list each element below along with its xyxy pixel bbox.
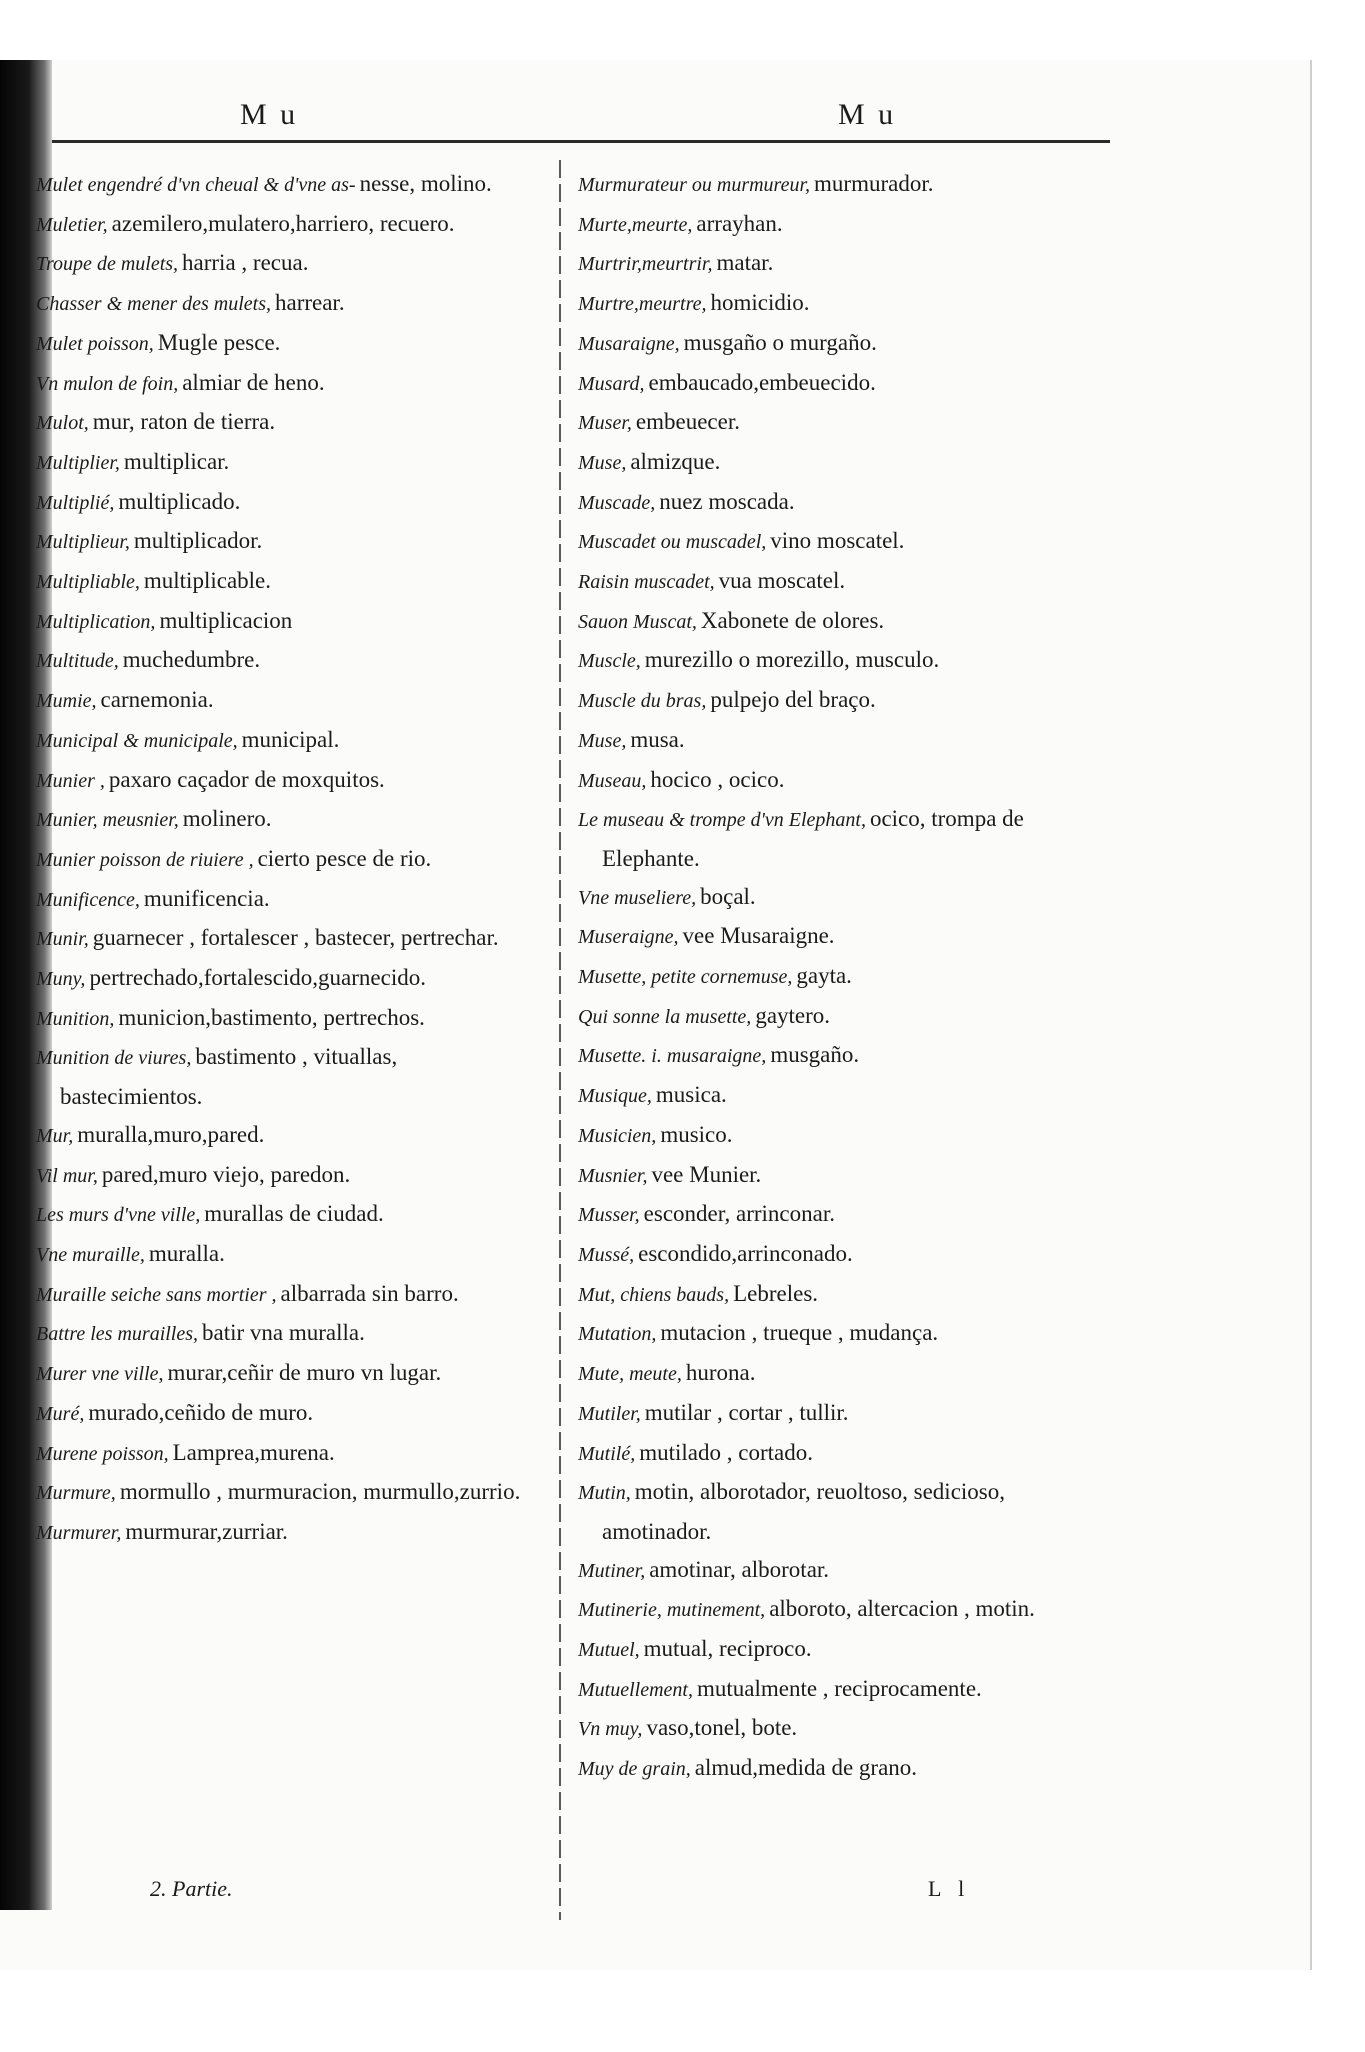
entry-translation: musgaño. <box>770 1042 860 1068</box>
entry-translation: hocico , ocico. <box>650 766 785 792</box>
dictionary-entry <box>36 641 530 681</box>
dictionary-entry <box>36 959 530 999</box>
entry-headword: Vil mur, <box>36 1164 98 1187</box>
dictionary-entry <box>36 443 530 483</box>
dictionary-entry <box>36 284 530 324</box>
entry-translation: multiplicable. <box>143 568 271 594</box>
right-column <box>578 165 1098 1789</box>
entry-translation: molinero. <box>182 806 272 832</box>
dictionary-entry <box>578 1473 1098 1550</box>
running-header-left: M u <box>240 98 299 131</box>
dictionary-entry <box>578 1670 1098 1710</box>
dictionary-entry <box>578 1195 1098 1235</box>
entry-headword: Mutilé, <box>578 1442 636 1465</box>
dictionary-entry <box>578 641 1098 681</box>
entry-translation: musica. <box>655 1082 727 1108</box>
entry-headword: Muré, <box>36 1402 85 1425</box>
dictionary-entry <box>578 364 1098 404</box>
entry-headword: Mut, chiens bauds, <box>578 1283 730 1306</box>
entry-headword: Mussé, <box>578 1243 635 1266</box>
dictionary-entry <box>578 1590 1098 1630</box>
entry-headword: Le museau & trompe d'vn Elephant, <box>578 809 866 832</box>
dictionary-entry <box>578 1156 1098 1196</box>
dictionary-entry <box>578 602 1098 642</box>
entry-translation: batir vna muralla. <box>202 1320 365 1346</box>
entry-headword: Munir, <box>36 928 89 951</box>
entry-headword: Musnier, <box>578 1164 648 1187</box>
footer-signature: 2. Partie. <box>150 1876 233 1901</box>
dictionary-entry <box>36 1195 530 1235</box>
entry-translation: gayta. <box>796 963 852 989</box>
dictionary-entry <box>36 562 530 602</box>
entry-translation: vee Musaraigne. <box>682 923 835 949</box>
column-divider <box>559 160 561 1920</box>
entry-translation: embaucado,embeuecido. <box>648 369 876 395</box>
entry-translation: bastimento , vituallas, bastecimientos. <box>60 1044 398 1110</box>
entry-translation: mur, raton de tierra. <box>92 409 276 435</box>
entry-translation: multiplicado. <box>118 488 241 514</box>
entry-translation: boçal. <box>700 883 756 909</box>
entry-headword: Munificence, <box>36 888 140 911</box>
entry-headword: Vne museliere, <box>578 886 697 909</box>
entry-translation: muralla. <box>148 1240 225 1266</box>
entry-translation: musico. <box>660 1121 733 1147</box>
dictionary-entry <box>36 364 530 404</box>
entry-translation: Mugle pesce. <box>157 329 281 355</box>
entry-translation: murar,ceñir de muro vn lugar. <box>167 1360 442 1386</box>
entry-translation: homicidio. <box>710 290 810 316</box>
entry-translation: paxaro caçador de moxquitos. <box>108 766 385 792</box>
entry-headword: Multipliable, <box>36 571 140 594</box>
dictionary-entry <box>36 1314 530 1354</box>
dictionary-entry <box>36 1156 530 1196</box>
entry-headword: Murtre,meurtre, <box>578 293 707 316</box>
entry-headword: Sauon Muscat, <box>578 610 697 633</box>
dictionary-entry <box>578 165 1098 205</box>
entry-translation: vino moscatel. <box>770 528 905 554</box>
entry-translation: musgaño o murgaño. <box>683 329 877 355</box>
dictionary-entry <box>36 1038 530 1115</box>
entry-headword: Mur, <box>36 1124 74 1147</box>
entry-headword: Mutuel, <box>578 1639 640 1662</box>
dictionary-entry <box>36 1116 530 1156</box>
entry-headword: Chasser & mener des mulets, <box>36 293 271 316</box>
entry-translation: vee Munier. <box>651 1161 762 1187</box>
entry-translation: gaytero. <box>755 1002 831 1028</box>
dictionary-entry <box>578 1275 1098 1315</box>
entry-headword: Municipal & municipale, <box>36 729 238 752</box>
entry-headword: Mutin, <box>578 1482 631 1505</box>
dictionary-entry <box>36 800 530 840</box>
dictionary-entry <box>578 1076 1098 1116</box>
dictionary-entry <box>36 681 530 721</box>
dictionary-entry <box>36 1235 530 1275</box>
entry-headword: Musard, <box>578 372 645 395</box>
entry-headword: Muscadet ou muscadel, <box>578 531 767 554</box>
entry-headword: Multiplier, <box>36 451 120 474</box>
dictionary-entry <box>578 244 1098 284</box>
dictionary-entry <box>578 1434 1098 1474</box>
dictionary-entry <box>578 1036 1098 1076</box>
entry-headword: Muny, <box>36 968 86 991</box>
entry-translation: Xabonete de olores. <box>700 607 885 633</box>
entry-headword: Musaraigne, <box>578 332 680 355</box>
entry-headword: Muletier, <box>36 213 108 236</box>
dictionary-entry <box>36 403 530 443</box>
dictionary-entry <box>36 602 530 642</box>
header-rule <box>52 140 1110 143</box>
entry-headword: Mumie, <box>36 690 97 713</box>
dictionary-entry <box>36 1354 530 1394</box>
entry-translation: mormullo , murmuracion, murmullo,zurrio. <box>119 1479 521 1505</box>
entry-translation: harrear. <box>274 290 345 316</box>
entry-translation: municipal. <box>241 726 340 752</box>
entry-headword: Mutiler, <box>578 1402 641 1425</box>
entry-headword: Battre les murailles, <box>36 1323 199 1346</box>
dictionary-entry <box>578 443 1098 483</box>
dictionary-entry <box>36 721 530 761</box>
dictionary-entry <box>578 483 1098 523</box>
entry-translation: murezillo o morezillo, musculo. <box>644 647 940 673</box>
entry-headword: Muse, <box>578 451 627 474</box>
dictionary-entry <box>578 1116 1098 1156</box>
dictionary-entry <box>36 1275 530 1315</box>
dictionary-entry <box>578 1749 1098 1789</box>
entry-headword: Muy de grain, <box>578 1758 691 1781</box>
dictionary-entry <box>578 1551 1098 1591</box>
dictionary-entry <box>578 681 1098 721</box>
entry-translation: arrayhan. <box>696 210 783 236</box>
dictionary-entry <box>36 840 530 880</box>
entry-translation: multiplicacion <box>159 607 293 633</box>
entry-headword: Qui sonne la musette, <box>578 1005 752 1028</box>
entry-headword: Musette. i. musaraigne, <box>578 1045 767 1068</box>
entry-translation: almiar de heno. <box>182 369 325 395</box>
entry-translation: guarnecer , fortalescer , bastecer, pertrechar. <box>92 925 499 951</box>
entry-headword: Vne muraille, <box>36 1243 145 1266</box>
entry-translation: motin, alborotador, reuoltoso, sedicioso, amotinador. <box>602 1479 1005 1544</box>
entry-headword: Muscle, <box>578 650 641 673</box>
entry-translation: multiplicar. <box>123 448 230 474</box>
entry-headword: Musique, <box>578 1085 652 1108</box>
entry-headword: Mutiner, <box>578 1559 646 1582</box>
entry-translation: carnemonia. <box>100 687 214 713</box>
dictionary-entry <box>36 483 530 523</box>
dictionary-entry <box>578 403 1098 443</box>
dictionary-entry <box>578 957 1098 997</box>
dictionary-entry <box>578 1630 1098 1670</box>
dictionary-entry <box>36 244 530 284</box>
dictionary-entry <box>578 997 1098 1037</box>
entry-headword: Museraigne, <box>578 926 679 949</box>
entry-headword: Vn muy, <box>578 1718 643 1741</box>
entry-translation: matar. <box>716 250 774 276</box>
entry-headword: Murmurer, <box>36 1521 122 1544</box>
entry-headword: Multitude, <box>36 650 119 673</box>
entry-translation: harria , recua. <box>182 250 309 276</box>
dictionary-entry <box>36 1473 530 1513</box>
entry-headword: Munier , <box>36 769 105 792</box>
entry-headword: Munition, <box>36 1007 115 1030</box>
entry-translation: almud,medida de grano. <box>694 1755 918 1781</box>
dictionary-entry <box>578 205 1098 245</box>
entry-translation: murmurar,zurriar. <box>125 1518 288 1544</box>
entry-translation: almizque. <box>630 448 721 474</box>
entry-headword: Mutinerie, mutinement, <box>578 1599 766 1622</box>
dictionary-entry <box>36 1434 530 1474</box>
entry-translation: mutual, reciproco. <box>643 1636 812 1662</box>
entry-translation: vua moscatel. <box>718 568 846 594</box>
entry-translation: amotinar, alborotar. <box>649 1556 830 1582</box>
entry-translation: nesse, molino. <box>359 171 492 196</box>
left-column <box>36 165 530 1553</box>
dictionary-entry <box>36 165 530 205</box>
entry-translation: murmurador. <box>814 171 934 196</box>
dictionary-entry <box>36 522 530 562</box>
entry-translation: mutilar , cortar , tullir. <box>644 1399 849 1425</box>
entry-headword: Murene poisson, <box>36 1442 169 1465</box>
dictionary-entry <box>36 880 530 920</box>
entry-translation: mutacion , trueque , mudança. <box>660 1320 939 1346</box>
dictionary-entry <box>578 721 1098 761</box>
entry-headword: Multiplieur, <box>36 531 130 554</box>
entry-translation: multiplicador. <box>133 528 263 554</box>
dictionary-entry <box>578 562 1098 602</box>
entry-headword: Murtrir,meurtrir, <box>578 253 713 276</box>
entry-headword: Muscle du bras, <box>578 690 707 713</box>
dictionary-entry <box>578 284 1098 324</box>
entry-translation: embeuecer. <box>635 409 740 435</box>
entry-translation: esconder, arrinconar. <box>643 1201 835 1227</box>
entry-translation: hurona. <box>685 1360 756 1386</box>
dictionary-entry <box>578 800 1098 877</box>
dictionary-entry <box>578 1709 1098 1749</box>
entry-headword: Munition de viures, <box>36 1047 192 1070</box>
entry-translation: municion,bastimento, pertrechos. <box>118 1004 425 1030</box>
entry-translation: Lamprea,murena. <box>172 1439 335 1465</box>
entry-translation: munificencia. <box>143 885 270 911</box>
entry-translation: mutilado , cortado. <box>639 1439 813 1465</box>
running-header-right: M u <box>838 98 897 131</box>
dictionary-entry <box>578 1314 1098 1354</box>
entry-headword: Muraille seiche sans mortier , <box>36 1283 277 1306</box>
entry-headword: Museau, <box>578 769 647 792</box>
entry-translation: Lebreles. <box>733 1280 819 1306</box>
entry-headword: Mutuellement, <box>578 1678 693 1701</box>
dictionary-entry <box>36 1513 530 1553</box>
entry-headword: Troupe de mulets, <box>36 253 179 276</box>
footer-gathering-mark: L l <box>928 1876 971 1901</box>
dictionary-entry <box>578 761 1098 801</box>
entry-headword: Vn mulon de foin, <box>36 372 179 395</box>
dictionary-entry <box>36 205 530 245</box>
dictionary-entry <box>36 919 530 959</box>
entry-translation: pared,muro viejo, paredon. <box>101 1161 351 1187</box>
entry-translation: alboroto, altercacion , motin. <box>769 1596 1035 1622</box>
entry-translation: vaso,tonel, bote. <box>646 1715 798 1741</box>
entry-headword: Muse, <box>578 729 627 752</box>
dictionary-entry <box>578 1235 1098 1275</box>
entry-headword: Mute, meute, <box>578 1363 682 1386</box>
entry-translation: azemilero,mulatero,harriero, recuero. <box>111 210 455 236</box>
entry-headword: Multiplié, <box>36 491 115 514</box>
entry-headword: Raisin muscadet, <box>578 571 715 594</box>
entry-translation: cierto pesce de rio. <box>257 845 432 871</box>
entry-translation: musa. <box>630 726 685 752</box>
entry-translation: muchedumbre. <box>122 647 261 673</box>
entry-headword: Musette, petite cornemuse, <box>578 966 793 989</box>
entry-headword: Muser, <box>578 412 632 435</box>
entry-translation: mutualmente , reciprocamente. <box>696 1675 982 1701</box>
entry-headword: Mulot, <box>36 412 89 435</box>
entry-headword: Muscade, <box>578 491 656 514</box>
entry-headword: Murer vne ville, <box>36 1363 164 1386</box>
dictionary-entry <box>36 999 530 1039</box>
entry-translation: murado,ceñido de muro. <box>88 1399 314 1425</box>
entry-headword: Musser, <box>578 1204 640 1227</box>
dictionary-entry <box>578 1394 1098 1434</box>
entry-headword: Mutation, <box>578 1323 657 1346</box>
entry-translation: albarrada sin barro. <box>280 1280 459 1306</box>
dictionary-entry <box>36 761 530 801</box>
entry-headword: Munier, meusnier, <box>36 809 179 832</box>
entry-translation: pulpejo del braço. <box>710 687 876 713</box>
entry-headword: Munier poisson de riuiere , <box>36 848 254 871</box>
entry-translation: escondido,arrinconado. <box>638 1240 853 1266</box>
entry-headword: Murmure, <box>36 1482 116 1505</box>
entry-translation: murallas de ciudad. <box>204 1201 384 1227</box>
entry-translation: muralla,muro,pared. <box>77 1121 265 1147</box>
entry-translation: ocico, trompa de Elephante. <box>602 806 1024 871</box>
dictionary-entry <box>578 522 1098 562</box>
entry-headword: Mulet engendré d'vn cheual & d'vne as- <box>36 174 356 196</box>
dictionary-entry <box>578 917 1098 957</box>
entry-headword: Murmurateur ou murmureur, <box>578 174 811 196</box>
entry-headword: Musicien, <box>578 1124 657 1147</box>
entry-translation: pertrechado,fortalescido,guarnecido. <box>89 965 426 991</box>
dictionary-entry <box>36 1394 530 1434</box>
entry-headword: Les murs d'vne ville, <box>36 1204 201 1227</box>
entry-headword: Multiplication, <box>36 610 156 633</box>
dictionary-entry <box>36 324 530 364</box>
dictionary-entry <box>578 324 1098 364</box>
dictionary-entry <box>578 878 1098 918</box>
entry-headword: Murte,meurte, <box>578 213 693 236</box>
entry-translation: nuez moscada. <box>659 488 795 514</box>
dictionary-entry <box>578 1354 1098 1394</box>
entry-headword: Mulet poisson, <box>36 332 154 355</box>
